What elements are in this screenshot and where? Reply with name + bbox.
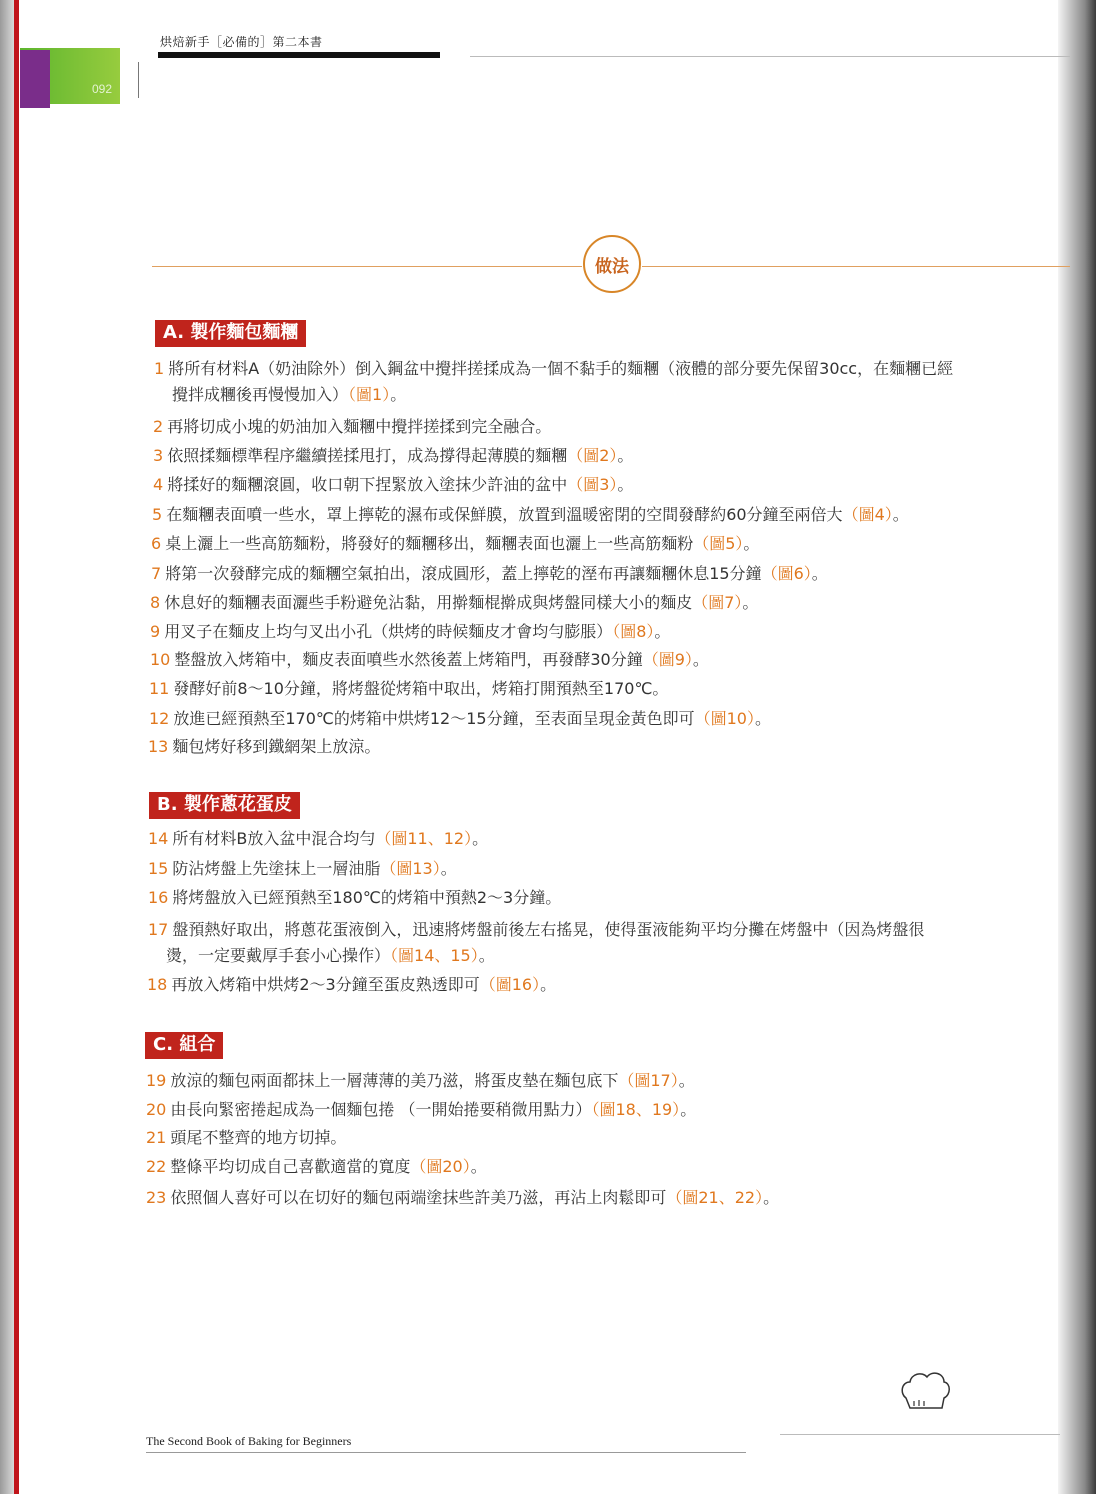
figure-reference: （圖4） (842, 505, 893, 524)
figure-reference: （圖5） (693, 534, 744, 553)
step-text: 由長向緊密捲起成為一個麵包捲 （一開始捲要稍微用點力） (170, 1100, 592, 1119)
footer-book-title: The Second Book of Baking for Beginners (146, 1434, 352, 1448)
figure-reference: （圖17） (618, 1071, 679, 1090)
figure-reference: （圖9） (642, 650, 693, 669)
step-number: 20 (146, 1100, 167, 1119)
step-8 (150, 590, 758, 616)
step-punctuation: 。 (617, 475, 634, 494)
step-23 (146, 1185, 779, 1211)
step-13 (148, 734, 380, 760)
figure-reference: （圖3） (567, 475, 618, 494)
step-punctuation: 。 (440, 859, 457, 878)
step-punctuation: 。 (617, 446, 634, 465)
step-22 (146, 1154, 487, 1180)
step-number: 19 (146, 1071, 167, 1090)
step-10 (150, 647, 709, 673)
step-punctuation: 。 (680, 1100, 697, 1119)
step-text: 防沾烤盤上先塗抹上一層油脂 (172, 859, 381, 878)
step-text: 放涼的麵包兩面都抹上一層薄薄的美乃滋，將蛋皮墊在麵包底下 (170, 1071, 619, 1090)
step-20 (146, 1097, 696, 1123)
binding-red-edge (14, 0, 19, 1494)
figure-reference: （圖7） (692, 593, 743, 612)
step-text: 盤預熱好取出，將蔥花蛋液倒入，迅速將烤盤前後左右搖晃，使得蛋液能夠平均分攤在烤盤中（因為烤盤很 (172, 920, 925, 939)
step-number: 5 (152, 505, 163, 524)
header-rule (470, 56, 1070, 57)
step-text: 休息好的麵糰表面灑些手粉避免沾黏，用擀麵棍擀成與烤盤同樣大小的麵皮 (164, 593, 693, 612)
header-bar (158, 52, 440, 58)
method-rule-left (152, 266, 582, 267)
header-divider (138, 62, 139, 98)
chapter-tab-purple (20, 50, 50, 108)
step-text: 依照揉麵標準程序繼續搓揉甩打，成為撐得起薄膜的麵糰 (167, 446, 568, 465)
step-9 (150, 619, 670, 645)
step-number: 18 (147, 975, 168, 994)
step-number: 17 (148, 920, 169, 939)
step-text: 將揉好的麵糰滾圓，收口朝下捏緊放入塗抹少許油的盆中 (167, 475, 568, 494)
step-punctuation: 。 (811, 564, 828, 583)
step-text: 頭尾不整齊的地方切掉。 (170, 1128, 347, 1147)
step-number: 7 (151, 564, 162, 583)
step-text: 所有材料B放入盆中混合均勻 (172, 829, 376, 848)
step-19 (146, 1068, 695, 1094)
section-c-heading: C. 組合 (145, 1032, 223, 1059)
step-text: 發酵好前8～10分鐘，將烤盤從烤箱中取出，烤箱打開預熱至170℃。 (173, 679, 669, 698)
section-b-heading: B. 製作蔥花蛋皮 (149, 792, 300, 819)
step-punctuation: 。 (742, 593, 759, 612)
step-punctuation: 。 (472, 829, 489, 848)
step-number: 12 (149, 709, 170, 728)
step-7 (151, 561, 828, 587)
figure-reference: （圖6） (761, 564, 812, 583)
step-18 (147, 972, 556, 998)
step-punctuation: 。 (470, 1157, 487, 1176)
step-text: 將第一次發酵完成的麵糰空氣拍出，滾成圓形，蓋上擰乾的溼布再讓麵糰休息15分鐘 (165, 564, 762, 583)
figure-reference: （圖20） (410, 1157, 471, 1176)
step-number: 15 (148, 859, 169, 878)
running-header: 烘焙新手［必備的］第二本書 (160, 35, 323, 49)
step-text: 麵包烤好移到鐵網架上放涼。 (172, 737, 381, 756)
step-number: 21 (146, 1128, 167, 1147)
figure-reference: （圖2） (567, 446, 618, 465)
figure-reference: （圖8） (612, 622, 655, 641)
step-12 (149, 706, 771, 732)
step-text: 將所有材料A（奶油除外）倒入鋼盆中攪拌搓揉成為一個不黏手的麵糰（液體的部分要先保留30cc，在麵糰已經 (168, 359, 954, 378)
page-number: 092 (92, 82, 113, 96)
step-number: 13 (148, 737, 169, 756)
section-a-heading: A. 製作麵包麵糰 (155, 320, 306, 347)
step-text: 放進已經預熱至170℃的烤箱中烘烤12～15分鐘，至表面呈現金黃色即可 (173, 709, 695, 728)
step-number: 3 (153, 446, 164, 465)
step-punctuation: 。 (763, 1188, 780, 1207)
step-number: 14 (148, 829, 169, 848)
step-text: 桌上灑上一些高筋麵粉，將發好的麵糰移出，麵糰表面也灑上一些高筋麵粉 (165, 534, 694, 553)
step-6 (151, 531, 759, 557)
figure-reference: （圖14、15） (390, 946, 479, 965)
step-number: 22 (146, 1157, 167, 1176)
step-text: 用叉子在麵皮上均勻叉出小孔（烘烤的時候麵皮才會均勻膨脹） (164, 622, 613, 641)
figure-reference: （圖10） (694, 709, 755, 728)
figure-reference: （圖13） (380, 859, 441, 878)
footer-rule-right (780, 1434, 1060, 1435)
step-number: 10 (150, 650, 171, 669)
step-21 (146, 1125, 346, 1151)
method-rule-right (642, 266, 1070, 267)
step-2 (153, 414, 551, 440)
step-punctuation: 。 (478, 946, 495, 965)
step-4 (153, 472, 633, 498)
step-5 (152, 502, 909, 528)
page-edge-shadow (1058, 0, 1096, 1494)
step-text: 將烤盤放入已經預熱至180℃的烤箱中預熱2～3分鐘。 (172, 888, 562, 907)
step-number: 6 (151, 534, 162, 553)
step-punctuation: 。 (754, 709, 771, 728)
step-text: 再將切成小塊的奶油加入麵糰中攪拌搓揉到完全融合。 (167, 417, 552, 436)
step-text-continued: 攪拌成糰後再慢慢加入）（圖1）。 (172, 385, 407, 404)
figure-reference: （圖16） (479, 975, 541, 994)
step-number: 23 (146, 1188, 167, 1207)
step-16 (148, 885, 561, 911)
step-15 (148, 856, 457, 882)
step-punctuation: 。 (390, 385, 407, 404)
step-punctuation: 。 (743, 534, 760, 553)
step-text: 在麵糰表面噴一些水，罩上擰乾的濕布或保鮮膜，放置到溫暖密閉的空間發酵約60分鐘至兩倍大 (166, 505, 843, 524)
step-11 (149, 676, 668, 702)
step-14 (148, 826, 488, 852)
step-punctuation: 。 (692, 650, 709, 669)
figure-reference: （圖11、12） (375, 829, 473, 848)
step-punctuation: 。 (654, 622, 671, 641)
step-1 (154, 356, 953, 408)
step-number: 2 (153, 417, 164, 436)
step-punctuation: 。 (892, 505, 909, 524)
step-punctuation: 。 (540, 975, 557, 994)
step-number: 8 (150, 593, 161, 612)
step-number: 4 (153, 475, 164, 494)
step-text: 整條平均切成自己喜歡適當的寬度 (170, 1157, 411, 1176)
step-punctuation: 。 (678, 1071, 695, 1090)
figure-reference: （圖18、19） (591, 1100, 681, 1119)
figure-reference: （圖21、22） (666, 1188, 764, 1207)
step-number: 11 (149, 679, 170, 698)
step-number: 16 (148, 888, 169, 907)
binding-shadow (0, 0, 14, 1494)
figure-reference: （圖1） (348, 385, 391, 404)
step-text: 再放入烤箱中烘烤2～3分鐘至蛋皮熟透即可 (171, 975, 480, 994)
chef-hat-icon (898, 1368, 952, 1414)
step-text: 依照個人喜好可以在切好的麵包兩端塗抹些許美乃滋，再沾上肉鬆即可 (170, 1188, 667, 1207)
step-number: 1 (154, 359, 165, 378)
method-heading: 做法 (583, 235, 641, 293)
step-text: 整盤放入烤箱中，麵皮表面噴些水然後蓋上烤箱門，再發酵30分鐘 (174, 650, 643, 669)
step-17 (148, 917, 924, 969)
step-number: 9 (150, 622, 161, 641)
step-text-continued: 燙，一定要戴厚手套小心操作）（圖14、15）。 (166, 946, 495, 965)
footer-rule (146, 1452, 746, 1453)
step-3 (153, 443, 633, 469)
